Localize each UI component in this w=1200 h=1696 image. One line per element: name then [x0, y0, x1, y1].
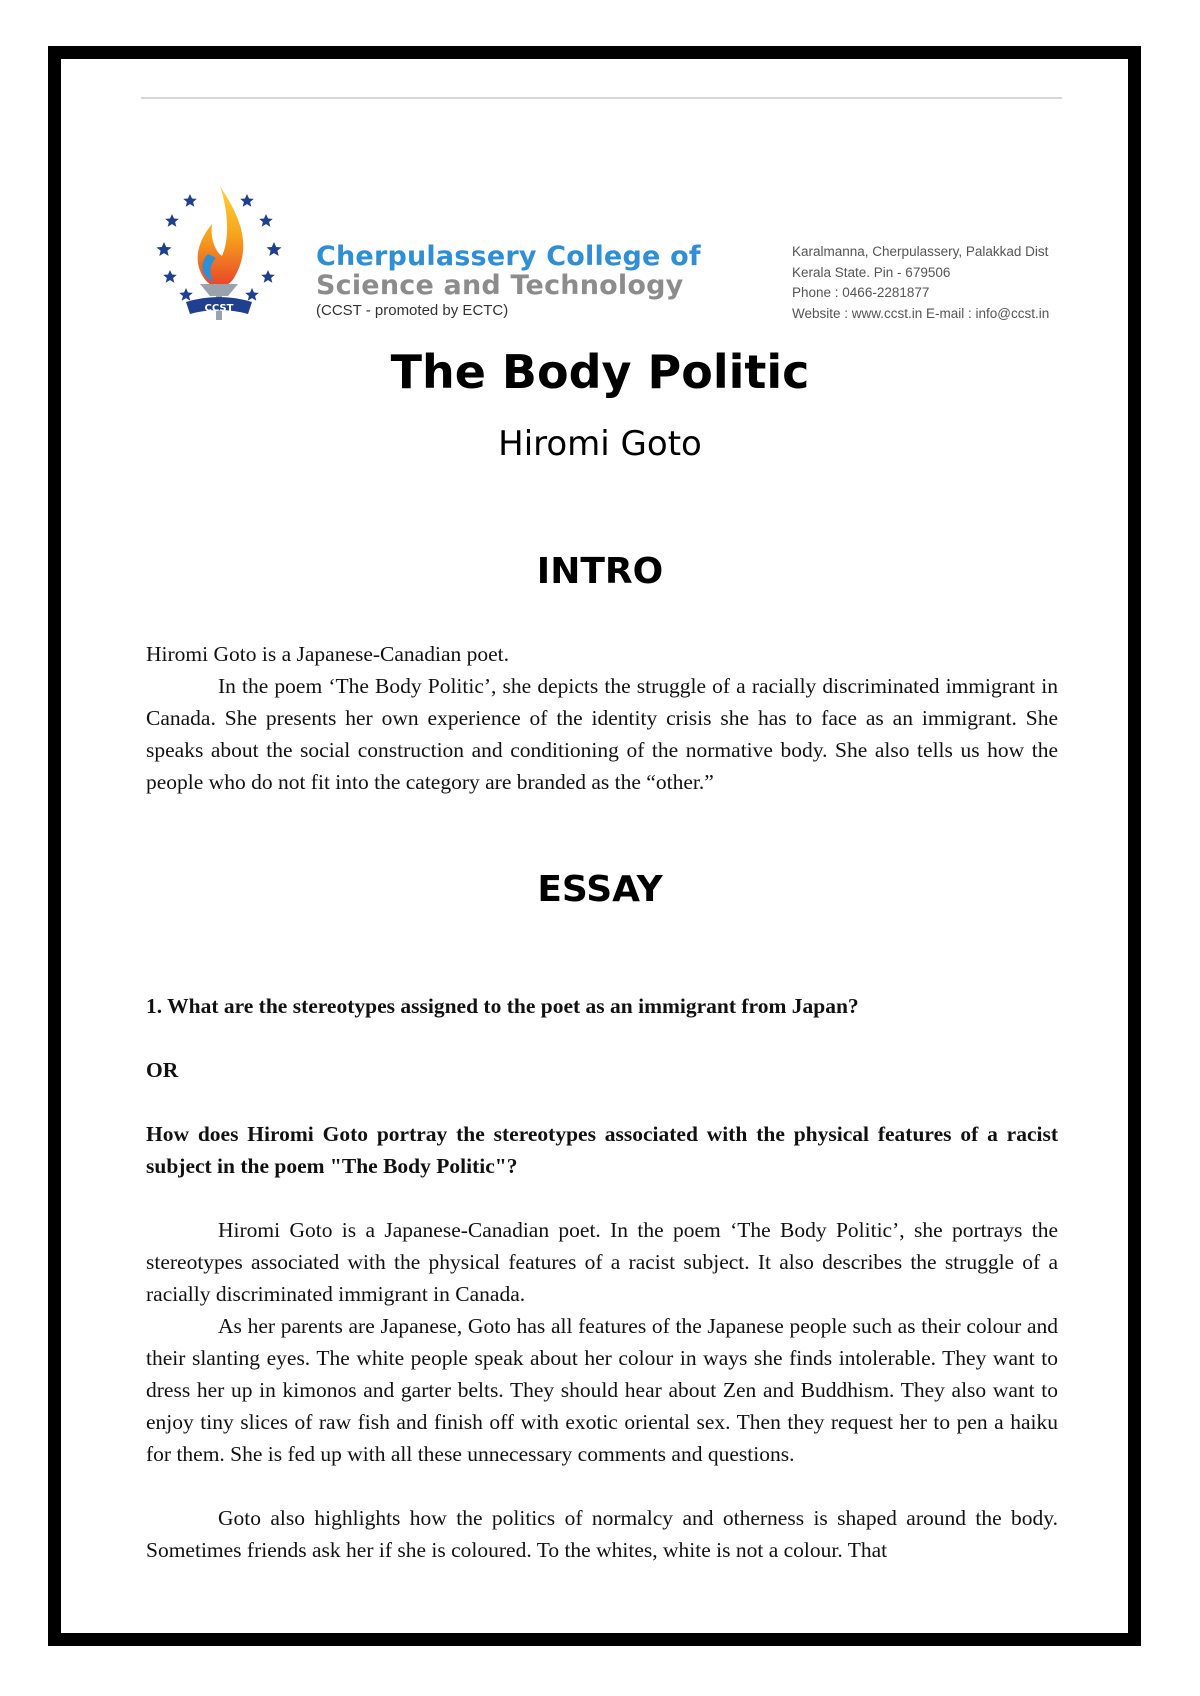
intro-paragraph: In the poem ‘The Body Politic’, she depicts the struggle of a racially discriminated immigrant in Canada. She presents her own experience of the identity crisis she has to face as an immigrant. She speaks about the social construction and conditioning of the normative body. She also tells us how the people who do not fit into the category are branded as the “other.”	[146, 674, 1058, 794]
contact-phone: Phone : 0466-2281877	[792, 285, 930, 300]
answer-paragraph-1: Hiromi Goto is a Japanese-Canadian poet. In the poem ‘The Body Politic’, she portrays the stereotypes associated with the physical features of a racist subject. It also describes the struggle of a racially discriminated immigrant in Canada.	[146, 1218, 1058, 1306]
college-name-line2: Science and Technology	[316, 270, 684, 301]
intro-line: Hiromi Goto is a Japanese-Canadian poet.	[146, 642, 510, 666]
document-title: The Body Politic	[390, 345, 810, 399]
contact-state: Kerala State. Pin - 679506	[792, 264, 951, 280]
question-1: 1. What are the stereotypes assigned to the poet as an immigrant from Japan?	[146, 994, 859, 1018]
question-1-alt: How does Hiromi Goto portray the stereotypes associated with the physical features of a racist subject in the poem "The Body Politic"?	[146, 1122, 1058, 1178]
contact-web: Website : www.ccst.in E-mail : info@ccst.in	[792, 305, 1050, 321]
college-name-line1: Cherpulassery College of	[316, 241, 701, 272]
answer-paragraph-2: As her parents are Japanese, Goto has all features of the Japanese people such as their colour and their slanting eyes. The white people speak about her colour in ways she finds intolerable. They want to dress her up in kimonos and garter belts. They should hear about Zen and Buddhism. They also want to enjoy tiny slices of raw fish and finish off with exotic oriental sex. Then they request her to pen a haiku for them. She is fed up with all these unnecessary comments and questions.	[146, 1314, 1058, 1466]
contact-address: Karalmanna, Cherpulassery, Palakkad Dist	[792, 244, 1049, 259]
college-contact	[792, 242, 1049, 324]
essay-heading: ESSAY	[537, 869, 663, 910]
college-name	[316, 242, 701, 322]
intro-heading: INTRO	[536, 551, 664, 592]
logo-text: CCST	[204, 303, 234, 314]
answer-paragraph-3: Goto also highlights how the politics of normalcy and otherness is shaped around the body. Sometimes friends ask her if she is coloured. To the whites, white is not a colour. That	[146, 1506, 1058, 1562]
college-tagline: (CCST - promoted by ECTC)	[316, 302, 509, 319]
document-author: Hiromi Goto	[498, 424, 702, 464]
college-logo-icon	[142, 178, 297, 338]
or-text: OR	[146, 1058, 179, 1082]
header-rule	[141, 97, 1062, 99]
